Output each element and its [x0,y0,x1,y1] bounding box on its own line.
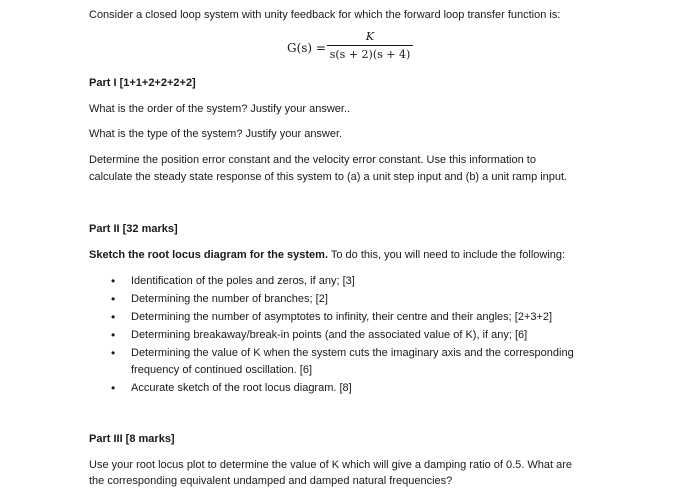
bullet-icon: • [111,310,116,324]
part2-intro [89,248,565,262]
part2-intro-rest: To do this, you will need to include the following: [328,249,566,261]
bullet-icon: • [111,381,116,395]
part2-requirements-list [89,274,649,399]
list-item [89,381,649,395]
bullet-icon: • [111,292,116,306]
part3-question-line2: the corresponding equivalent undamped and damped natural frequencies? [89,475,453,487]
equation-lhs: G(s) = [287,41,326,55]
fraction-bar [327,45,413,46]
list-item [89,328,649,342]
list-item-text: Accurate sketch of the root locus diagram. [8] [131,382,352,394]
list-item [89,274,649,288]
part3-heading: Part III [8 marks] [89,433,175,445]
part1-heading: Part I [1+1+2+2+2+2] [89,77,196,89]
list-item-text: Determining the number of asymptotes to infinity, their centre and their angles; [2+3+2] [131,311,553,323]
list-item [89,346,649,377]
list-item-text: Determining the value of K when the system cuts the imaginary axis and the corresponding [131,347,574,359]
equation-fraction [327,30,413,62]
list-item-text: Identification of the poles and zeros, if any; [3] [131,275,355,287]
transfer-function-equation [287,30,427,70]
list-item-text: Determining the number of branches; [2] [131,293,328,305]
part1-question-error-line1: Determine the position error constant and the velocity error constant. Use this information to [89,154,536,166]
list-item [89,292,649,306]
intro-text: Consider a closed loop system with unity feedback for which the forward loop transfer function is: [89,9,561,21]
bullet-icon: • [111,346,116,360]
bullet-icon: • [111,328,116,342]
list-item-text: Determining breakaway/break-in points (and the associated value of K), if any; [6] [131,329,528,341]
part1-question-error-line2: calculate the steady state response of this system to (a) a unit step input and (b) a unit ramp input. [89,171,568,183]
list-item [89,310,649,324]
part2-intro-bold: Sketch the root locus diagram for the system. [89,249,329,261]
part3-question-line1: Use your root locus plot to determine the value of K which will give a damping ratio of 0.5. What are [89,459,573,471]
equation-denominator: s(s + 2)(s + 4) [329,48,411,61]
part2-heading: Part II [32 marks] [89,223,178,235]
bullet-icon: • [111,274,116,288]
part1-question-order: What is the order of the system? Justify your answer.. [89,103,351,115]
equation-numerator: K [365,30,375,43]
part1-question-type: What is the type of the system? Justify your answer. [89,128,343,140]
list-item-continuation: frequency of continued oscillation. [6] [131,364,313,376]
